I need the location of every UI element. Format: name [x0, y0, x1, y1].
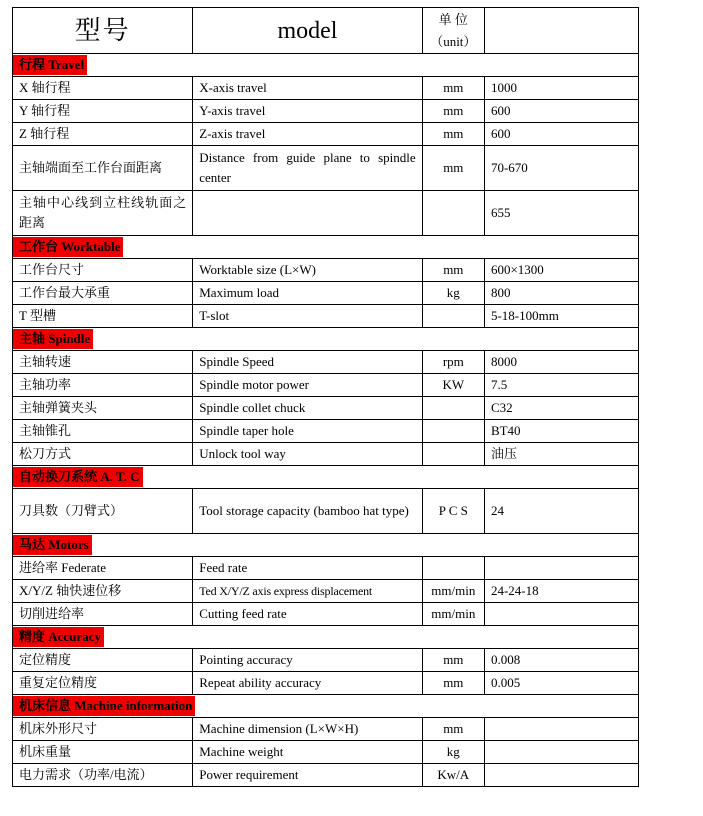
spec-value: 600 — [484, 123, 638, 146]
spec-name-zh: 机床重量 — [13, 741, 193, 764]
spec-name-en: Machine dimension (L×W×H) — [193, 718, 422, 741]
spec-name-zh: T 型槽 — [13, 305, 193, 328]
spec-value: 0.008 — [484, 649, 638, 672]
spec-name-en: X-axis travel — [193, 77, 422, 100]
spec-value: 8000 — [484, 351, 638, 374]
section-header-row — [13, 534, 639, 557]
spec-name-zh: X 轴行程 — [13, 77, 193, 100]
section-title: 主轴 Spindle — [13, 329, 93, 349]
spec-row — [13, 123, 639, 146]
spec-name-zh: 刀具数（刀臂式） — [13, 489, 193, 534]
spec-name-zh: 机床外形尺寸 — [13, 718, 193, 741]
spec-value: 油压 — [484, 443, 638, 466]
header-unit-zh: 单 位 — [438, 11, 468, 27]
spec-name-zh: 电力需求（功率/电流） — [13, 764, 193, 787]
spec-name-zh: 主轴锥孔 — [13, 420, 193, 443]
spec-name-en: Tool storage capacity (bamboo hat type) — [193, 489, 422, 534]
spec-name-en: Machine weight — [193, 741, 422, 764]
spec-row — [13, 420, 639, 443]
section-title: 行程 Travel — [13, 55, 87, 75]
spec-name-en: Unlock tool way — [193, 443, 422, 466]
spec-value: 600 — [484, 100, 638, 123]
spec-name-en: Feed rate — [193, 557, 422, 580]
spec-name-en: Z-axis travel — [193, 123, 422, 146]
spec-unit — [422, 443, 484, 466]
spec-name-zh: 重复定位精度 — [13, 672, 193, 695]
spec-unit: mm — [422, 123, 484, 146]
spec-value — [484, 741, 638, 764]
spec-name-en: Distance from guide plane to spindle center — [193, 146, 422, 191]
spec-table — [12, 7, 639, 787]
section-header — [13, 626, 639, 649]
spec-value: 24-24-18 — [484, 580, 638, 603]
spec-unit: mm — [422, 100, 484, 123]
spec-value: 600×1300 — [484, 259, 638, 282]
spec-unit — [422, 557, 484, 580]
spec-name-en — [193, 191, 422, 236]
spec-row — [13, 77, 639, 100]
spec-row — [13, 191, 639, 236]
spec-unit: mm/min — [422, 603, 484, 626]
spec-name-en: Ted X/Y/Z axis express displacement — [193, 580, 422, 603]
spec-name-zh: 主轴转速 — [13, 351, 193, 374]
spec-row — [13, 764, 639, 787]
spec-name-en: Repeat ability accuracy — [193, 672, 422, 695]
spec-unit: mm — [422, 77, 484, 100]
spec-name-zh: 松刀方式 — [13, 443, 193, 466]
spec-name-en: Spindle collet chuck — [193, 397, 422, 420]
spec-unit: mm — [422, 146, 484, 191]
spec-row — [13, 741, 639, 764]
spec-name-en: Cutting feed rate — [193, 603, 422, 626]
spec-name-zh: X/Y/Z 轴快速位移 — [13, 580, 193, 603]
spec-row — [13, 649, 639, 672]
section-title: 精度 Accuracy — [13, 627, 104, 647]
section-header-row — [13, 466, 639, 489]
spec-unit — [422, 305, 484, 328]
section-title: 马达 Motors — [13, 535, 92, 555]
spec-unit: Kw/A — [422, 764, 484, 787]
spec-name-zh: 工作台尺寸 — [13, 259, 193, 282]
spec-unit — [422, 191, 484, 236]
spec-value: BT40 — [484, 420, 638, 443]
spec-unit: mm — [422, 718, 484, 741]
header-value — [484, 8, 638, 54]
section-title: 工作台 Worktable — [13, 237, 123, 257]
spec-value — [484, 718, 638, 741]
spec-value: 70-670 — [484, 146, 638, 191]
spec-row — [13, 351, 639, 374]
spec-name-zh: 进给率 Federate — [13, 557, 193, 580]
spec-row — [13, 489, 639, 534]
section-header — [13, 695, 639, 718]
section-header — [13, 54, 639, 77]
spec-value: 800 — [484, 282, 638, 305]
spec-row — [13, 672, 639, 695]
spec-row — [13, 374, 639, 397]
spec-unit: kg — [422, 741, 484, 764]
spec-name-zh: 主轴中心线到立柱线轨面之距离 — [13, 191, 193, 236]
spec-row — [13, 603, 639, 626]
spec-name-zh: Y 轴行程 — [13, 100, 193, 123]
header-unit-en: （unit） — [430, 33, 477, 49]
spec-name-zh: 主轴端面至工作台面距离 — [13, 146, 193, 191]
spec-value: 5-18-100mm — [484, 305, 638, 328]
spec-name-zh: 主轴功率 — [13, 374, 193, 397]
section-header — [13, 236, 639, 259]
section-title: 机床信息 Machine information — [13, 696, 195, 716]
spec-unit: mm/min — [422, 580, 484, 603]
spec-name-en: Pointing accuracy — [193, 649, 422, 672]
spec-name-en: Spindle Speed — [193, 351, 422, 374]
spec-value: 1000 — [484, 77, 638, 100]
spec-value: 24 — [484, 489, 638, 534]
spec-unit: mm — [422, 649, 484, 672]
spec-value: C32 — [484, 397, 638, 420]
header-model-zh: 型号 — [13, 8, 193, 54]
header-unit — [422, 8, 484, 54]
header-model-en: model — [193, 8, 422, 54]
spec-name-zh: 工作台最大承重 — [13, 282, 193, 305]
spec-row — [13, 718, 639, 741]
spec-row — [13, 557, 639, 580]
spec-value — [484, 557, 638, 580]
spec-row — [13, 259, 639, 282]
section-header-row — [13, 626, 639, 649]
spec-name-zh: 定位精度 — [13, 649, 193, 672]
section-header — [13, 534, 639, 557]
spec-name-en: T-slot — [193, 305, 422, 328]
spec-name-zh: 主轴弹簧夹头 — [13, 397, 193, 420]
spec-row — [13, 100, 639, 123]
section-header — [13, 328, 639, 351]
section-header-row — [13, 328, 639, 351]
spec-name-en: Y-axis travel — [193, 100, 422, 123]
spec-name-en: Power requirement — [193, 764, 422, 787]
spec-unit: P C S — [422, 489, 484, 534]
section-header-row — [13, 695, 639, 718]
section-header-row — [13, 54, 639, 77]
spec-value — [484, 764, 638, 787]
spec-name-en: Spindle taper hole — [193, 420, 422, 443]
spec-row — [13, 305, 639, 328]
spec-row — [13, 397, 639, 420]
spec-value: 0.005 — [484, 672, 638, 695]
header-row — [13, 8, 639, 54]
spec-unit: KW — [422, 374, 484, 397]
section-header-row — [13, 236, 639, 259]
spec-unit: rpm — [422, 351, 484, 374]
spec-unit: mm — [422, 672, 484, 695]
spec-unit — [422, 397, 484, 420]
spec-value — [484, 603, 638, 626]
spec-name-en: Spindle motor power — [193, 374, 422, 397]
spec-unit: mm — [422, 259, 484, 282]
spec-unit: kg — [422, 282, 484, 305]
spec-name-en: Maximum load — [193, 282, 422, 305]
spec-row — [13, 580, 639, 603]
spec-unit — [422, 420, 484, 443]
spec-name-en: Worktable size (L×W) — [193, 259, 422, 282]
spec-name-zh: 切削进给率 — [13, 603, 193, 626]
section-header — [13, 466, 639, 489]
spec-value: 7.5 — [484, 374, 638, 397]
spec-name-zh: Z 轴行程 — [13, 123, 193, 146]
spec-row — [13, 282, 639, 305]
section-title: 自动换刀系统 A. T. C — [13, 467, 143, 487]
spec-value: 655 — [484, 191, 638, 236]
spec-row — [13, 443, 639, 466]
spec-row — [13, 146, 639, 191]
